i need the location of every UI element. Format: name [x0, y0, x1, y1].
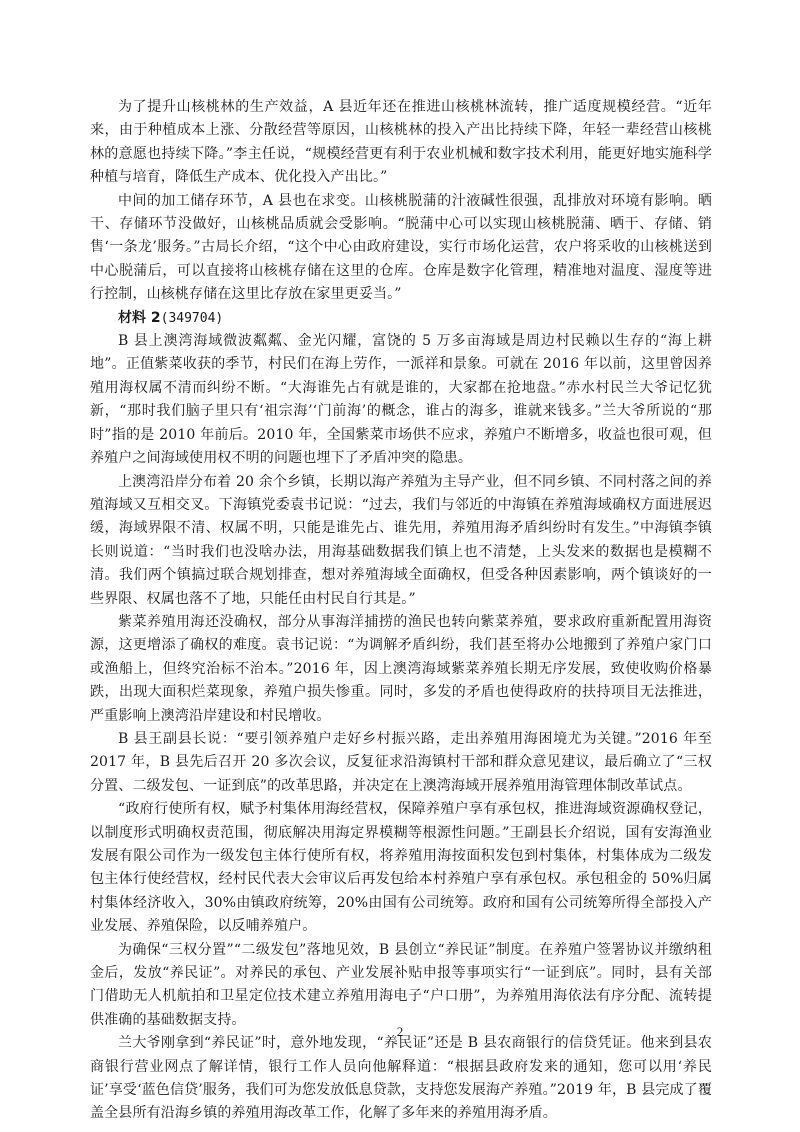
paragraph: B 县王副县长说：“要引领养殖户走好乡村振兴路，走出养殖用海困境尤为关键。”2016 年至 2017 年，B 县先后召开 20 多次会议，反复征求沿海镇村干部和群众意见建议，最后确立了“三权分置、二级发包、一证到底”的改革思路，并决定在上澳湾海域开展养殖用海管理体制改革试点。	[90, 730, 712, 794]
paragraph: 中间的加工储存环节，A 县也在求变。山核桃脱蒲的汁液碱性很强，乱排放对环境有影响。晒干、存储环节没做好，山核桃品质就会受影响。“脱蒲中心可以实现山核桃脱蒲、晒干、存储、销售‘一条龙’服务。”古局长介绍，“这个中心由政府建设，实行市场化运营，农户将采收的山核桃送到中心脱蒲后，可以直接将山核桃存储在这里的仓库。仓库是数字化管理，精准地对温度、湿度等进行控制，山核桃存储在这里比存放在家里更妥当。”	[90, 192, 712, 303]
page-number: 2	[396, 1024, 404, 1039]
material-heading	[90, 307, 712, 330]
material-code: (349704)	[160, 310, 224, 326]
paragraph: 为确保“三权分置”“二级发包”落地见效，B 县创立“养民证”制度。在养殖户签署协议并缴纳租金后，发放“养民证”。对养民的承包、产业发展补贴申报等事项实行“一证到底”。同时，县有关部门借助无人机航拍和卫星定位技术建立养殖用海电子“户口册”，为养殖用海依法有序分配、流转提供准确的基础数据支持。	[90, 941, 712, 1028]
paragraph: “政府行使所有权，赋予村集体用海经营权，保障养殖户享有承包权，推进海域资源确权登记，以制度形式明确权责范围，彻底解决用海定界模糊等根源性问题。”王副县长介绍说，国有安海渔业发展有限公司作为一级发包主体行使所有权，将养殖用海按面积发包到村集体，村集体成为二级发包主体行使经营权，经村民代表大会审议后再发包给本村养殖户享有承包权。承包租金的 50%归属村集体经济收入，30%由镇政府统筹，20%由国有公司统筹。政府和国有公司统筹所得全部投入产业发展、养殖保险，以反哺养殖户。	[90, 801, 712, 935]
document-body	[90, 96, 712, 1126]
material-label: 材料 2	[118, 309, 161, 326]
paragraph: 为了提升山核桃林的生产效益，A 县近年还在推进山核桃林流转，推广适度规模经营。“近年来，由于种植成本上涨、分散经营等原因，山核桃林的投入产出比持续下降，年轻一辈经营山核桃林的意愿也持续下降。”李主任说，“规模经营更有利于农业机械和数字技术利用，能更好地实施科学种植与培育，降低生产成本、优化投入产出比。”	[90, 99, 712, 186]
paragraph: 兰大爷刚拿到“养民证”时，意外地发现，“养民证”还是 B 县农商银行的信贷凭证。他来到县农商银行营业网点了解详情，银行工作人员向他解释道：“根据县政府发来的通知，您可以用‘养民证’享受‘蓝色信贷’服务，我们可为您发放低息贷款，支持您发展海产养殖。”2019 年，B 县完成了覆盖全县所有沿海乡镇的养殖用海改革工作，化解了多年来的养殖用海矛盾。	[90, 1035, 712, 1122]
paragraph: B 县上澳湾海域微波粼粼、金光闪耀，富饶的 5 万多亩海域是周边村民赖以生存的“海上耕地”。正值紫菜收获的季节，村民们在海上劳作，一派祥和景象。可就在 2016 年以前，这里曾因养殖用海权属不清而纠纷不断。“大海谁先占有就是谁的，大家都在抢地盘。”赤水村民兰大爷记忆犹新，“那时我们脑子里只有‘祖宗海’‘门前海’的概念，谁占的海多，谁就来钱多。”兰大爷所说的“那时”指的是 2010 年前后。2010 年，全国紫菜市场供不应求，养殖户不断增多，收益也很可观，但养殖户之间海域使用权不明的问题也埋下了矛盾冲突的隐患。	[90, 333, 712, 467]
paragraph: 上澳湾沿岸分布着 20 余个乡镇，长期以海产养殖为主导产业，但不同乡镇、不同村落之间的养殖海域又互相交叉。下海镇党委袁书记说：“过去，我们与邻近的中海镇在养殖海域确权方面进展迟缓，海域界限不清、权属不明，只能是谁先占、谁先用，养殖用海矛盾纠纷时有发生。”中海镇李镇长则说道：“当时我们也没啥办法，用海基础数据我们镇上也不清楚，上头发来的数据也是模糊不清。我们两个镇搞过联合规划排查，想对养殖海域全面确权，但受各种因素影响，两个镇谈好的一些界限、权属也落不了地，只能任由村民自行其是。”	[90, 473, 712, 607]
paragraph: 紫菜养殖用海还没确权，部分从事海洋捕捞的渔民也转向紫菜养殖，要求政府重新配置用海资源，这更增添了确权的难度。袁书记说：“为调解矛盾纠纷，我们甚至将办公地搬到了养殖户家门口或渔船上，但终究治标不治本。”2016 年，因上澳湾海域紫菜养殖长期无序发展，致使收购价格暴跌，出现大面积烂菜现象，养殖户损失惨重。同时，多发的矛盾也使得政府的扶持项目无法推进，严重影响上澳湾沿岸建设和村民增收。	[90, 613, 712, 724]
